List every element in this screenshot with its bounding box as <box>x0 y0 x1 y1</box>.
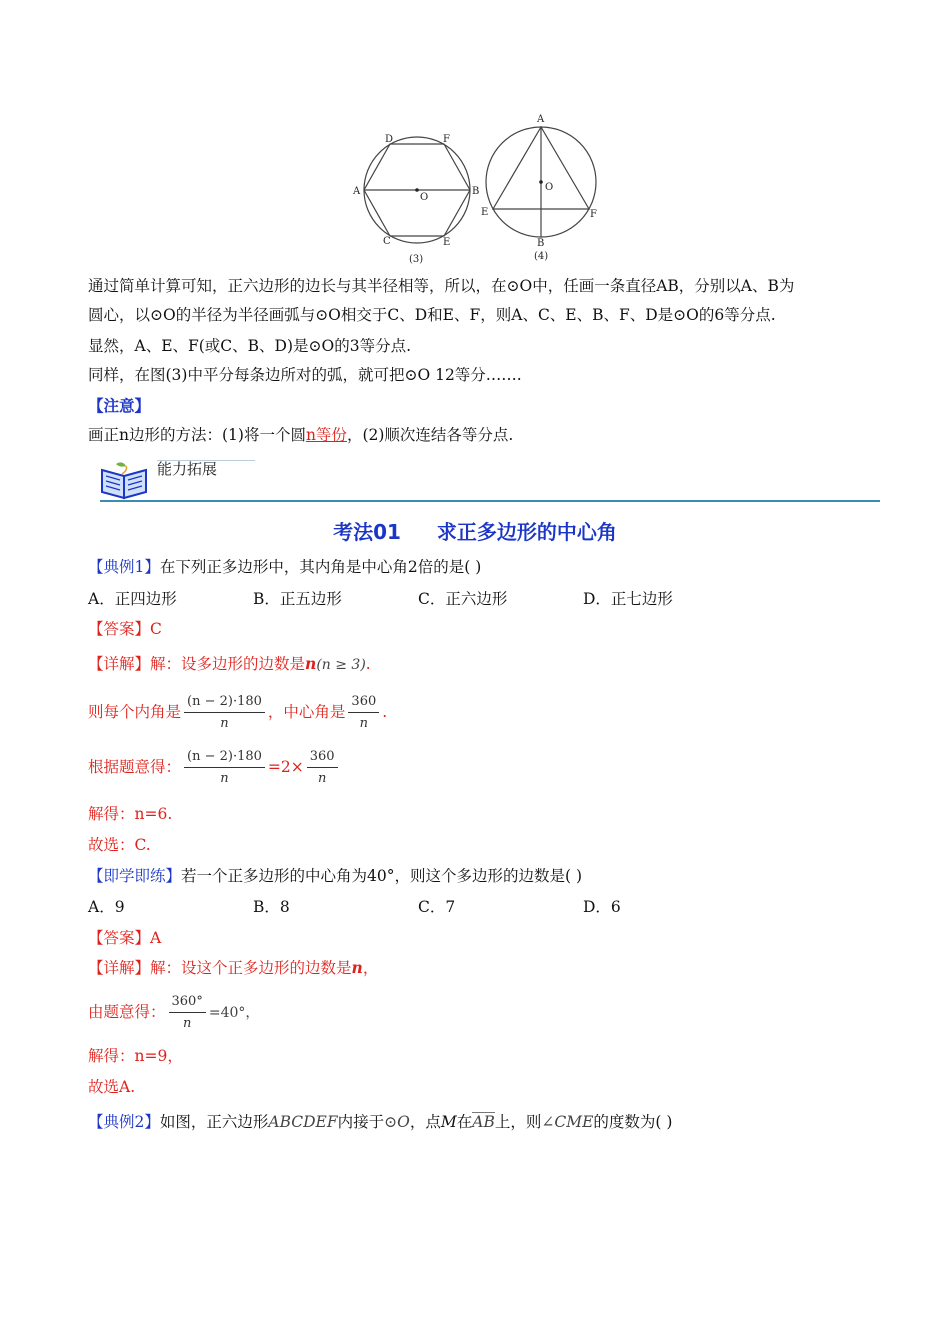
eq-left-denominator: n <box>220 771 229 786</box>
practice-choice-c: C．7 <box>418 898 456 916</box>
hex-label-D: D <box>385 134 394 145</box>
example1-n-var: n <box>305 654 317 673</box>
practice-by-question: 由题意得： <box>88 1003 166 1021</box>
method-code: 考法01 <box>333 520 401 544</box>
practice-answer-line <box>88 928 161 948</box>
example2-m: M <box>440 1113 457 1131</box>
hex-label-F: F <box>443 134 450 145</box>
hex-label-C: C <box>383 236 391 247</box>
example1-condition: (n ≥ 3) <box>316 657 366 673</box>
hexagon-center-dot <box>415 188 419 192</box>
example1-detail-text: 解：设多边形的边数是 <box>150 655 306 673</box>
interior-denominator: n <box>220 716 229 731</box>
triangle-center-dot <box>539 180 543 184</box>
example2-line <box>88 1112 672 1132</box>
example1-period: . <box>365 655 371 673</box>
practice-fraction <box>169 994 206 1032</box>
hex-label-E: E <box>443 237 451 248</box>
section-rule <box>100 500 880 502</box>
example1-eq-right-fraction <box>307 749 338 787</box>
note-text-before: 画正n边形的方法：(1)将一个圆 <box>88 426 306 444</box>
practice-question: 若一个正多边形的中心角为40°，则这个多边形的边数是( ) <box>181 867 583 885</box>
practice-tag: 【即学即练】 <box>88 867 182 885</box>
eq-right-numerator: 360 <box>307 749 338 768</box>
tri-label-B: B <box>537 238 545 249</box>
tri-label-F: F <box>590 209 597 220</box>
example1-center-fraction <box>348 694 379 732</box>
method-title <box>0 516 950 545</box>
example2-text5: 上，则 <box>494 1113 542 1131</box>
hexagon-figure <box>345 128 480 268</box>
example1-each-interior: 则每个内角是 <box>88 703 182 721</box>
hex-label-B: B <box>472 186 480 197</box>
practice-choice-a: A．9 <box>88 898 125 916</box>
example1-answer: C <box>150 620 162 638</box>
example2-circle: ⊙O <box>384 1113 410 1131</box>
practice-solve: 解得：n=9， <box>88 1047 183 1065</box>
note-highlight: n等份 <box>305 426 347 444</box>
eq-left-numerator: (n − 2)·180 <box>184 749 265 768</box>
interior-numerator: (n − 2)·180 <box>184 694 265 713</box>
method-name: 求正多边形的中心角 <box>436 520 617 544</box>
example2-angle: ∠CME <box>541 1113 594 1131</box>
example1-choice-d: D．正七边形 <box>583 590 673 608</box>
example1-each-interior-line <box>88 692 387 732</box>
example1-interior-fraction <box>184 694 265 732</box>
eq-right-denominator: n <box>317 771 327 786</box>
practice-choose: 故选A. <box>88 1078 136 1096</box>
practice-eq-right: =40°， <box>208 1005 260 1021</box>
example2-hexname: ABCDEF <box>268 1113 338 1131</box>
example2-text3: ，点 <box>409 1113 441 1131</box>
practice-answer: A <box>150 929 162 947</box>
practice-choice-d: D．6 <box>583 898 621 916</box>
note-text-after: ，(2)顺次连结各等分点. <box>346 426 514 444</box>
example1-comma-center: ，中心角是 <box>267 703 346 721</box>
center-denominator: n <box>359 716 369 731</box>
practice-answer-tag: 【答案】 <box>88 929 151 947</box>
example1-answer-tag: 【答案】 <box>88 620 151 638</box>
example2-arc: AB <box>472 1113 495 1131</box>
example2-tag: 【典例2】 <box>88 1113 160 1131</box>
practice-detail-line <box>88 958 378 978</box>
practice-comma: ， <box>362 959 379 977</box>
note-text <box>88 425 513 445</box>
example1-eq-left-fraction <box>184 749 265 787</box>
intro-line-1: 通过简单计算可知，正六边形的边长与其半径相等，所以，在⊙O中，任画一条直径AB，分别以A、B为 <box>88 277 795 295</box>
intro-line-4: 同样，在图(3)中平分每条边所对的弧，就可把⊙O 12等分……. <box>88 366 522 384</box>
example2-text2: 内接于 <box>337 1113 385 1131</box>
practice-choice-b: B．8 <box>253 898 290 916</box>
practice-n-var: n <box>351 958 363 977</box>
example1-tag: 【典例1】 <box>88 558 160 576</box>
example2-text4: 在 <box>456 1113 473 1131</box>
note-label: 【注意】 <box>88 396 151 415</box>
hex-label-O: O <box>420 192 429 203</box>
practice-detail-text: 解：设这个正多边形的边数是 <box>150 959 352 977</box>
tri-label-E: E <box>481 207 489 218</box>
example2-text1: 如图，正六边形 <box>159 1113 269 1131</box>
example2-text6: 的度数为( ) <box>593 1113 673 1131</box>
example1-choice-b: B．正五边形 <box>253 590 342 608</box>
intro-line-3: 显然，A、E、F(或C、B、D)是⊙O的3等分点. <box>88 337 412 355</box>
hex-caption: (3) <box>409 254 424 265</box>
hex-label-A: A <box>353 186 361 197</box>
tri-label-O: O <box>545 182 554 193</box>
book-icon <box>98 460 152 500</box>
practice-detail-tag: 【详解】 <box>88 959 151 977</box>
example1-question: 在下列正多边形中，其内角是中心角2倍的是( ) <box>159 558 482 576</box>
example1-choose: 故选：C. <box>88 836 151 854</box>
example1-answer-line <box>88 619 162 639</box>
example1-by-question: 根据题意得： <box>88 758 182 776</box>
intro-line-2: 圆心，以⊙O的半径为半径画弧与⊙O相交于C、D和E、F，则A、C、E、B、F、D是⊙O的6等分点. <box>88 306 776 324</box>
example1-solve: 解得：n=6. <box>88 805 173 823</box>
practice-denominator: n <box>182 1016 192 1031</box>
example1-choice-c: C．正六边形 <box>418 590 508 608</box>
example1-period-2: . <box>382 703 388 721</box>
triangle-figure <box>478 112 603 264</box>
example1-question-line <box>88 557 481 577</box>
practice-equation-line <box>88 992 259 1033</box>
tri-caption: (4) <box>534 251 549 262</box>
example1-choice-a: A．正四边形 <box>88 590 177 608</box>
center-numerator: 360 <box>348 694 379 713</box>
example1-equation-line <box>88 747 341 787</box>
tri-label-A: A <box>537 114 545 125</box>
section-label: 能力拓展 <box>157 460 218 478</box>
example1-detail-tag: 【详解】 <box>88 655 151 673</box>
practice-numerator: 360° <box>169 994 206 1013</box>
example1-eq-mid: =2× <box>267 758 304 776</box>
practice-question-line <box>88 866 582 886</box>
example1-detail-line <box>88 654 371 675</box>
